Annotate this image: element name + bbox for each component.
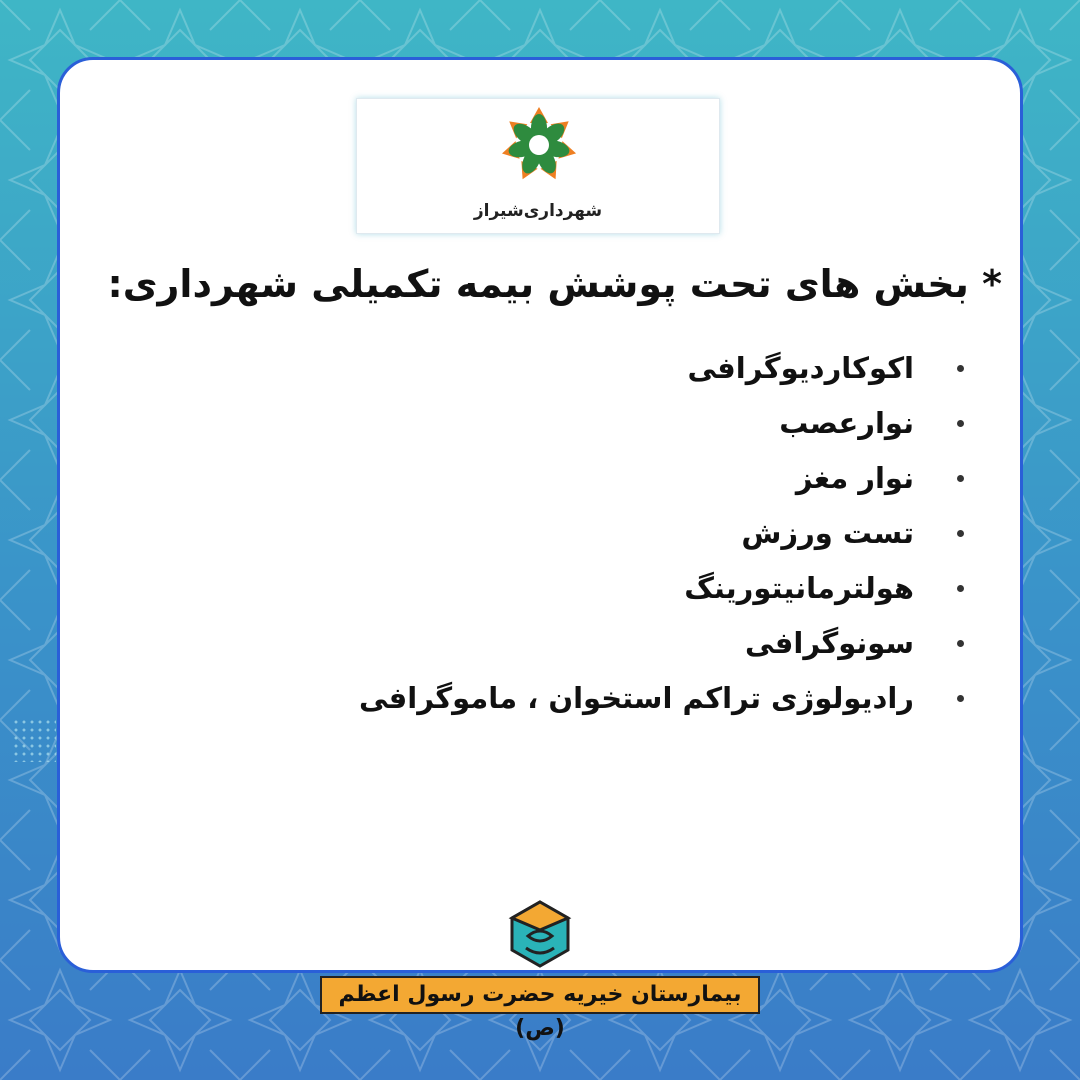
list-item-label: اکوکاردیوگرافی (687, 351, 914, 385)
list-item-label: نوارعصب (779, 406, 914, 440)
hospital-name-label: بیمارستان خیریه حضرت رسول اعظم (ص) (320, 976, 760, 1014)
logo-text: شهرداری‌شیراز (473, 201, 603, 221)
list-item (300, 450, 964, 505)
covered-services-list (300, 340, 964, 725)
bullet-icon (957, 695, 964, 702)
municipality-logo (356, 98, 720, 234)
bullet-icon (957, 365, 964, 372)
bullet-icon (957, 640, 964, 647)
hospital-logo-icon (506, 900, 574, 976)
bullet-icon (957, 530, 964, 537)
list-item-label: هولترمانیتورینگ (684, 571, 914, 605)
list-item (300, 395, 964, 450)
bullet-icon (957, 420, 964, 427)
list-item-label: سونوگرافی (745, 626, 914, 660)
dots-decoration (12, 718, 56, 762)
shiraz-municipality-emblem-icon (497, 103, 581, 187)
list-item (300, 340, 964, 395)
list-item-label: نوار مغز (795, 461, 914, 495)
list-item (300, 560, 964, 615)
page-heading: * بخش های تحت پوشش بیمه تکمیلی شهرداری: (107, 262, 1002, 306)
list-item (300, 505, 964, 560)
list-item-label: تست ورزش (741, 516, 914, 550)
list-item (300, 615, 964, 670)
list-item-label: رادیولوژی تراکم استخوان ، ماموگرافی (358, 681, 914, 715)
bullet-icon (957, 585, 964, 592)
bullet-icon (957, 475, 964, 482)
list-item (300, 670, 964, 725)
